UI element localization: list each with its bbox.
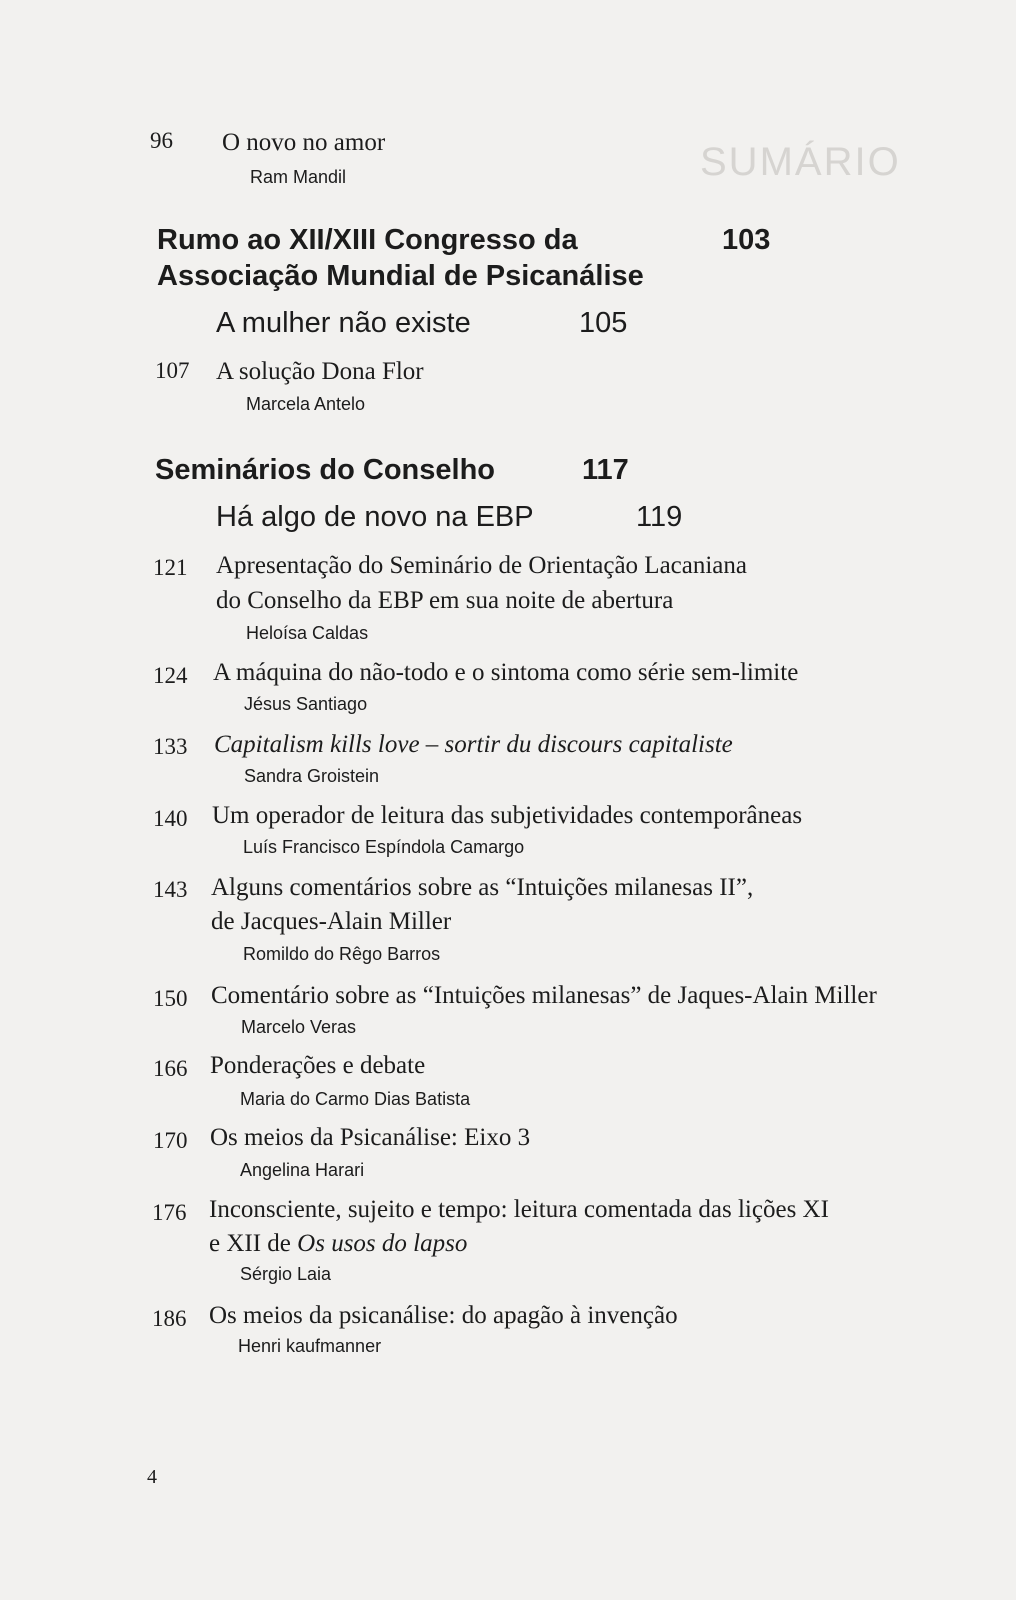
entry-title-line2-prefix: e XII de (209, 1230, 298, 1257)
entry-author: Marcelo Veras (241, 1017, 357, 1037)
entry-title: Ponderações e debate (210, 1052, 426, 1079)
entry-author: Romildo do Rêgo Barros (243, 944, 441, 964)
entry-author: Henri kaufmanner (238, 1336, 382, 1356)
subsection-heading: Há algo de novo na EBP (216, 501, 534, 533)
entry-page-number: 121 (153, 555, 188, 580)
entry-page-number: 133 (153, 734, 188, 759)
entry-title: A solução Dona Flor (216, 358, 424, 385)
entry-page-number: 140 (153, 806, 188, 831)
section-heading-line2: Associação Mundial de Psicanálise (157, 260, 644, 292)
entry-page-number: 124 (153, 663, 188, 688)
entry-title-line2-italic: Os usos do lapso (297, 1230, 468, 1257)
entry-title-line2 (209, 1227, 467, 1261)
section-heading-line1: Rumo ao XII/XIII Congresso da (157, 224, 578, 256)
entry-author: Ram Mandil (250, 167, 347, 187)
entry-author: Sandra Groistein (244, 766, 380, 786)
entry-title-line1: Apresentação do Seminário de Orientação Lacaniana (216, 552, 747, 579)
entry-page-number: 166 (153, 1056, 188, 1081)
entry-page-number: 107 (155, 358, 190, 383)
show-through-text: SUMÁRIO (700, 140, 901, 184)
entry-title-line1: Alguns comentários sobre as “Intuições milanesas II”, (211, 874, 754, 901)
entry-author: Jésus Santiago (244, 694, 368, 714)
entry-title: Os meios da Psicanálise: Eixo 3 (210, 1124, 531, 1151)
subsection-heading: A mulher não existe (216, 307, 471, 339)
subsection-page-number: 119 (636, 501, 683, 533)
entry-page-number: 170 (153, 1128, 188, 1153)
entry-title: A máquina do não-todo e o sintoma como série sem-limite (213, 659, 799, 686)
entry-page-number: 186 (152, 1306, 187, 1331)
entry-author: Maria do Carmo Dias Batista (240, 1089, 471, 1109)
entry-title-line2: de Jacques-Alain Miller (211, 908, 452, 935)
entry-title: Um operador de leitura das subjetividades contemporâneas (212, 802, 803, 829)
section-page-number: 103 (722, 224, 771, 256)
section-heading: Seminários do Conselho (155, 454, 495, 486)
entry-page-number: 176 (152, 1200, 187, 1225)
entry-page-number: 150 (153, 986, 188, 1011)
section-page-number: 117 (582, 454, 629, 486)
entry-page-number: 143 (153, 877, 188, 902)
entry-title: Capitalism kills love – sortir du discours capitaliste (214, 731, 733, 758)
entry-author: Sérgio Laia (240, 1264, 332, 1284)
entry-author: Marcela Antelo (246, 394, 366, 414)
entry-author: Luís Francisco Espíndola Camargo (243, 837, 525, 857)
entry-title: Os meios da psicanálise: do apagão à invenção (209, 1302, 678, 1329)
entry-title: Comentário sobre as “Intuições milanesas” de Jaques-Alain Miller (211, 982, 877, 1009)
entry-title: O novo no amor (222, 129, 386, 156)
entry-title-line2: do Conselho da EBP em sua noite de abertura (216, 587, 674, 614)
entry-page-number: 96 (150, 128, 173, 153)
entry-title-line1: Inconsciente, sujeito e tempo: leitura comentada das lições XI (209, 1196, 829, 1223)
page-folio: 4 (147, 1466, 157, 1488)
entry-author: Angelina Harari (240, 1160, 365, 1180)
entry-author: Heloísa Caldas (246, 623, 369, 643)
subsection-page-number: 105 (579, 307, 628, 339)
